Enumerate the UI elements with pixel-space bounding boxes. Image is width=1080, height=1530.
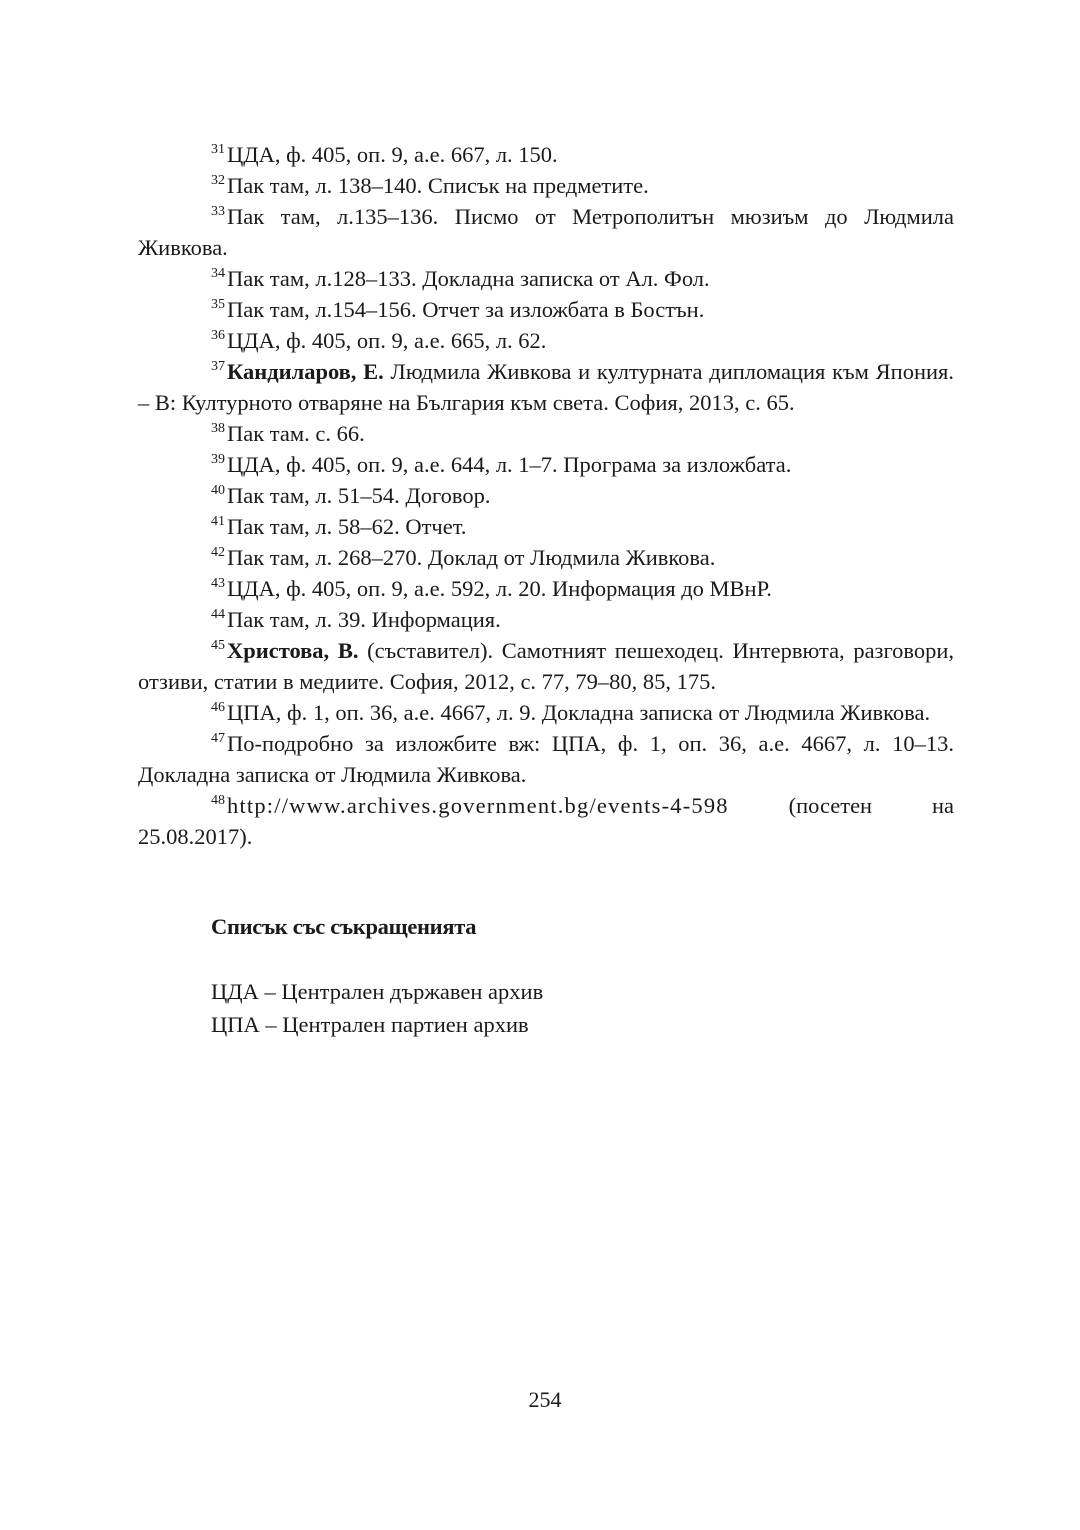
footnote-number: 48 [211, 793, 225, 808]
footnote-text: Пак там, л.128–133. Докладна записка от Ал. Фол. [227, 266, 710, 291]
footnote-url-link[interactable]: http://www.archives.government.bg/events-4-598 [227, 793, 729, 818]
footnote-number: 47 [211, 731, 225, 746]
footnote-text: Пак там. с. 66. [227, 421, 365, 446]
footnote-36 [138, 325, 954, 356]
footnotes [138, 139, 954, 852]
footnote-number: 43 [211, 576, 225, 591]
footnote-48 [138, 790, 954, 852]
footnote-number: 38 [211, 421, 225, 436]
footnote-number: 31 [211, 142, 225, 157]
footnote-text: Пак там, л. 39. Информация. [227, 607, 501, 632]
footnote-author: Кандиларов, Е. [227, 359, 384, 384]
footnote-39 [138, 449, 954, 480]
footnote-text: Пак там, л. 138–140. Списък на предметите. [227, 173, 649, 198]
footnote-text: Пак там, л. 268–270. Доклад от Людмила Живкова. [227, 545, 716, 570]
footnote-number: 34 [211, 266, 225, 281]
footnote-31 [138, 139, 954, 170]
footnote-text: ЦДА, ф. 405, оп. 9, а.е. 592, л. 20. Информация до МВнР. [227, 576, 772, 601]
footnote-47 [138, 728, 954, 790]
footnote-40 [138, 480, 954, 511]
footnote-text: По-подробно за изложбите вж: ЦПА, ф. 1, оп. 36, а.е. 4667, л. 10–13. Докладна записка от Людмила Живкова. [138, 731, 954, 787]
footnote-number: 35 [211, 297, 225, 312]
footnote-number: 44 [211, 607, 225, 622]
footnote-number: 37 [211, 359, 225, 374]
footnote-46 [138, 697, 954, 728]
footnote-number: 39 [211, 452, 225, 467]
abbreviation-item: ЦДА – Централен държавен архив [211, 979, 544, 1004]
footnote-number: 33 [211, 204, 225, 219]
footnote-44 [138, 604, 954, 635]
footnote-33 [138, 201, 954, 263]
footnote-text: ЦПА, ф. 1, оп. 36, а.е. 4667, л. 9. Докладна записка от Людмила Живкова. [227, 700, 931, 725]
footnote-number: 40 [211, 483, 225, 498]
footnote-author: Христова, В. [227, 638, 359, 663]
footnote-number: 42 [211, 545, 225, 560]
footnote-42 [138, 542, 954, 573]
footnote-text: ЦДА, ф. 405, оп. 9, а.е. 644, л. 1–7. Програма за изложбата. [227, 452, 792, 477]
footnote-43 [138, 573, 954, 604]
footnote-text: Пак там, л. 51–54. Договор. [227, 483, 491, 508]
footnote-text: (съставител). Самотният пешеходец. Интервюта, разговори, отзиви, статии в медиите. София, 2012, с. 77, 79–80, 85, 175. [138, 638, 954, 694]
footnote-number: 41 [211, 514, 225, 529]
footnote-32 [138, 170, 954, 201]
footnote-text: ЦДА, ф. 405, оп. 9, а.е. 665, л. 62. [227, 328, 547, 353]
footnote-37 [138, 356, 954, 418]
footnote-number: 45 [211, 638, 225, 653]
page-number: 254 [528, 1387, 562, 1412]
footnote-text: Пак там, л.135–136. Писмо от Метрополитън мюзиъм до Людмила Живкова. [138, 204, 954, 260]
footnote-45 [138, 635, 954, 697]
footnote-number: 46 [211, 700, 225, 715]
abbreviations-heading: Списък със съкращенията [211, 914, 477, 939]
footnote-text: (посетен на 25.08.2017). [138, 793, 954, 849]
footnote-35 [138, 294, 954, 325]
footnote-number: 32 [211, 173, 225, 188]
footnote-41 [138, 511, 954, 542]
footnote-38 [138, 418, 954, 449]
abbreviations-list [211, 975, 543, 1041]
footnote-text: Пак там, л.154–156. Отчет за изложбата в Бостън. [227, 297, 705, 322]
footnote-text: Людмила Живкова и културната дипломация към Япония. – В: Културното отваряне на България към света. София, 2013, с. 65. [138, 359, 954, 415]
abbreviation-item: ЦПА – Централен партиен архив [211, 1012, 529, 1037]
footnote-number: 36 [211, 328, 225, 343]
footnote-text: Пак там, л. 58–62. Отчет. [227, 514, 467, 539]
footnote-34 [138, 263, 954, 294]
footnote-text: ЦДА, ф. 405, оп. 9, а.е. 667, л. 150. [227, 142, 558, 167]
